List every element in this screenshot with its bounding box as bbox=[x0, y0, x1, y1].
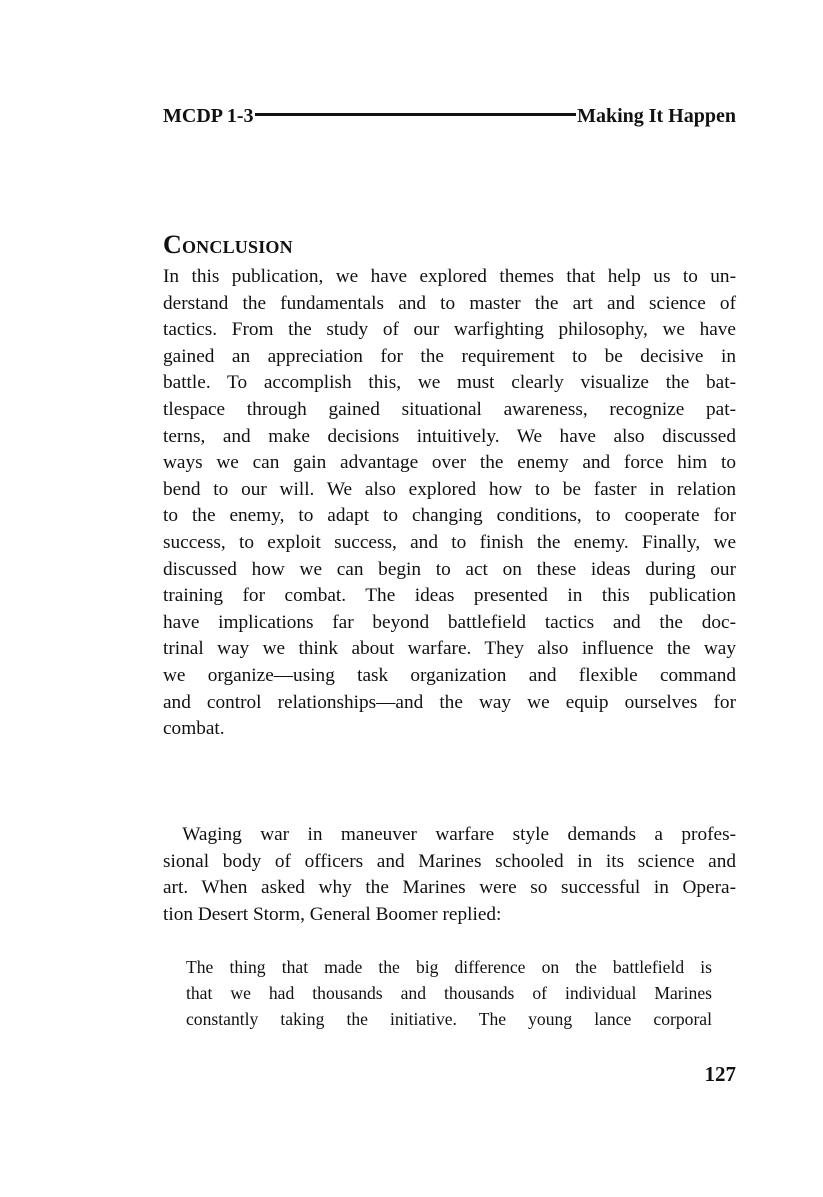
text-line: discussed how we can begin to act on these ideas during our bbox=[163, 558, 736, 580]
text-line: gained an appreciation for the requirement to be decisive in bbox=[163, 345, 736, 367]
text-line: tion Desert Storm, General Boomer replied: bbox=[163, 903, 502, 925]
text-line: that we had thousands and thousands of individual Marines bbox=[186, 983, 712, 1003]
text-line: Waging war in maneuver warfare style demands a profes- bbox=[163, 824, 736, 845]
text-line: bend to our will. We also explored how to be faster in relation bbox=[163, 478, 736, 500]
running-header bbox=[163, 103, 736, 129]
header-publication: MCDP 1-3 bbox=[163, 104, 254, 127]
paragraph-1 bbox=[163, 264, 736, 743]
text-line: tlespace through gained situational awareness, recognize pat- bbox=[163, 398, 736, 420]
header-rule bbox=[255, 113, 577, 116]
text-line: to the enemy, to adapt to changing conditions, to cooperate for bbox=[163, 505, 736, 527]
text-line: derstand the fundamentals and to master the art and science of bbox=[163, 292, 736, 314]
paragraph-2 bbox=[163, 822, 736, 928]
block-quote bbox=[186, 954, 712, 1032]
text-line: In this publication, we have explored themes that help us to un- bbox=[163, 266, 736, 287]
text-line: have implications far beyond battlefield tactics and the doc- bbox=[163, 611, 736, 633]
text-line: ways we can gain advantage over the enemy and force him to bbox=[163, 452, 736, 474]
text-line: combat. bbox=[163, 718, 225, 740]
page-number: 127 bbox=[704, 1062, 736, 1086]
text-line: success, to exploit success, and to finish the enemy. Finally, we bbox=[163, 531, 736, 553]
header-chapter: Making It Happen bbox=[577, 104, 736, 127]
text-line: we organize—using task organization and flexible command bbox=[163, 664, 736, 686]
text-line: training for combat. The ideas presented in this publication bbox=[163, 585, 736, 607]
text-line: The thing that made the big difference on the battlefield is bbox=[186, 957, 712, 977]
text-line: battle. To accomplish this, we must clearly visualize the bat- bbox=[163, 372, 736, 394]
text-line: art. When asked why the Marines were so successful in Opera- bbox=[163, 877, 736, 899]
text-line: and control relationships—and the way we equip ourselves for bbox=[163, 691, 736, 713]
text-line: trinal way we think about warfare. They also influence the way bbox=[163, 638, 736, 660]
text-line: sional body of officers and Marines schooled in its science and bbox=[163, 850, 736, 872]
text-line: constantly taking the initiative. The young lance corporal bbox=[186, 1009, 712, 1029]
section-title: Conclusion bbox=[163, 230, 293, 259]
text-line: tactics. From the study of our warfighting philosophy, we have bbox=[163, 319, 736, 341]
text-line: terns, and make decisions intuitively. We have also discussed bbox=[163, 425, 736, 447]
